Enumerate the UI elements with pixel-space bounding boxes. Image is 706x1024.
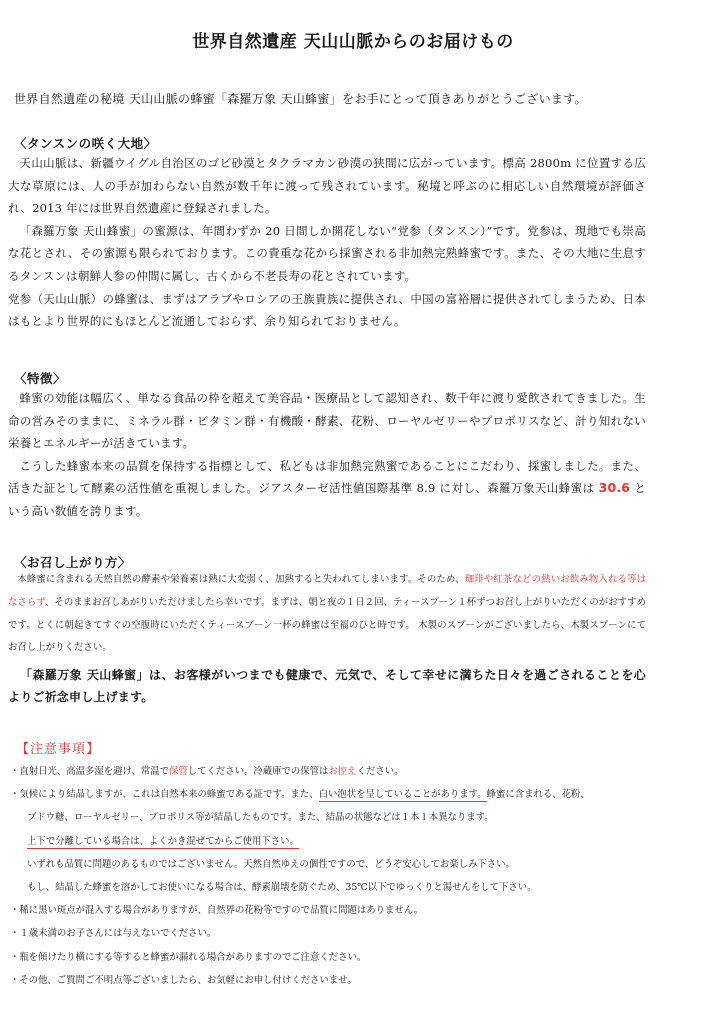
intro-text: 世界自然遺産の秘境 天山山脈の蜂蜜「森羅万象 天山蜂蜜」をお手にとって頂きありがとうございます。 (14, 92, 587, 106)
text-run: 蜂蜜に含まれる、花粉、 (486, 789, 590, 801)
note-item (10, 760, 660, 783)
text-run: 本蜂蜜に含まれる天然自然の酵素や栄養素は熱に大変弱く、加熱すると失われてしまいます。そのため、 (17, 574, 465, 585)
paragraph: 党参（天山山脈）の蜂蜜は、まずはアラブやロシアの王族貴族に提供され、中国の富裕層に提供されてしまうため、日本はもとより世界的にもほとんど流通しておらず、余り知られておりません。 (8, 291, 646, 329)
note-continuation: いずれも品質に問題のあるものではございません。天然自然ゆえの個性ですので、どうぞ安心してお楽しみ下さい。 (27, 858, 515, 870)
warning-text: 珈琲や紅茶などの熱いお飲み物入れる等はなさらず (8, 574, 647, 608)
diastase-value: 30.6 (598, 480, 631, 496)
text-run: という高い数値を誇ります。 (8, 481, 646, 518)
section-body-howto (8, 569, 646, 660)
text-run: こうした蜂蜜本来の品質を保持する指標として、私どもは非加熱完熟蜜であることにこだわり、採蜜しました。また、活きた証として酵素の活性値を重視しました。ジアスターゼ活性値国際基準 8.9 に対し、森羅万象天山蜂蜜は (8, 458, 646, 496)
text-run: ・気候により結晶しますが、これは自然本来の蜂蜜である証です。また、 (10, 789, 319, 801)
note-item: ・１歳未満のお子さんには与えないでください。 (10, 928, 217, 940)
note-continuation: ブドウ糖、ローヤルゼリー、プロポリス等が結晶したものです。また、結晶の状態などは１本１本異なります。 (27, 812, 494, 824)
section-heading-howto: 〈お召し上がり方〉 (14, 555, 132, 570)
page-title: 世界自然遺産 天山山脈からのお届けもの (192, 32, 514, 52)
paragraph: 天山山脈は、新疆ウイグル自治区のゴビ砂漠とタクラマカン砂漠の狭間に広がっています。標高 2800m に位置する広大な草原には、人の手が加わらない自然が数千年に渡って残されています。秘境と呼ぶのに相応しい自然環境が評価され、2013 年には世界自然遺産に登録されました。 (8, 156, 646, 216)
text-run: 、そのままお召しあがりいただけましたら幸いです。まずは、朝と夜の１日２回、ティースプーン１杯ずつお召し上がりいただくのがおすすめです。とくに朝起きてすぐの空腹時にいただくティースプーン一杯の蜂蜜は至福のひと時です。 木製のスプーンがございましたら、木製スプーンにてお召し上がりください。 (8, 596, 647, 654)
section-body-tansun (8, 152, 646, 333)
note-continuation (10, 830, 660, 853)
warning-text: 保管 (169, 766, 188, 777)
notes-list (10, 760, 660, 992)
text-run: ・直射日光、高温多湿を避け、常温で (10, 766, 170, 777)
note-item: ・瓶を傾けたり横にする等すると蜂蜜が漏れる場合がありますのでご注意ください。 (10, 951, 367, 963)
notes-heading: 【注意事項】 (16, 742, 101, 757)
paragraph (8, 455, 646, 523)
closing-message (8, 664, 646, 708)
warning-text: お控え (328, 766, 357, 777)
paragraph: 「森羅万象 天山蜂蜜」の蜜源は、年間わずか 20 日間しか開花しない“党参（タンスン）”です。党参は、現地でも崇高な花とされ、その蜜源も限られております。この貴重な花から採蜜される非加熱完熟蜂蜜です。また、その大地に生息するタンスンは朝鮮人参の仲間に属し、古くから不老長寿の花とされています。 (8, 223, 646, 283)
note-item (10, 783, 660, 806)
underlined-text: 白い泡状を呈していることがあります。 (318, 789, 487, 801)
text-run: してください。冷蔵庫での保管は (187, 766, 329, 777)
section-heading-tansun: 〈タンスンの咲く大地〉 (14, 136, 157, 151)
underlined-text: 上下で分離している場合は、よくかき混ぜてからご使用下さい。 (27, 835, 299, 847)
text-run: ください。 (356, 766, 404, 777)
note-item: ・稀に黒い斑点が混入する場合がありますが、自然界の花粉等ですので品質に問題はありません。 (10, 905, 424, 917)
paragraph: 蜂蜜の効能は幅広く、単なる食品の枠を超えて美容品・医療品として認知され、数千年に渡り愛飲されてきました。生命の営みそのままに、ミネラル群・ビタミン群・有機酸・酵素、花粉、ローヤルゼリーやプロポリスなど、計り知れない栄養とエネルギーが活きています。 (8, 391, 646, 451)
section-body-features (8, 387, 646, 523)
note-item: ・その他、ご質問ご不明点等ございましたら、お気軽にお申し付けくださいませ。 (10, 974, 357, 986)
paragraph: 「森羅万象 天山蜂蜜」は、お客様がいつまでも健康で、元気で、そして幸せに満ちた日々を過ごされることを心よりご祈念申し上げます。 (8, 668, 646, 704)
note-continuation: もし、結晶した蜂蜜を溶かしてお使いになる場合は、酵素崩壊を防ぐため、35℃以下でゆっくりと湯せんをして下さい。 (27, 882, 537, 894)
paragraph (8, 569, 646, 660)
section-heading-features: 〈特徴〉 (14, 371, 67, 386)
